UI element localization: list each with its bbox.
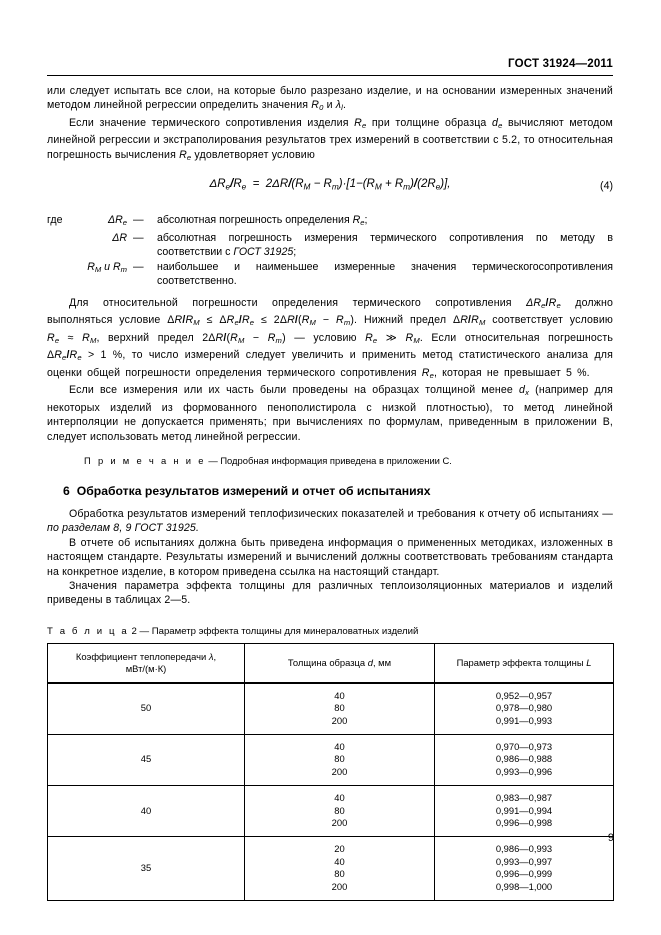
thickness-value: 200 [331, 714, 348, 726]
cell-thickness-list [245, 786, 435, 837]
cell-thickness-list [245, 735, 435, 786]
cell-thickness-list [245, 837, 435, 901]
table-row [48, 683, 614, 735]
cell-coefficient: 45 [48, 735, 245, 786]
thickness-value: 40 [334, 689, 345, 701]
table-body [48, 683, 614, 901]
page-number: 9 [607, 832, 614, 844]
paragraph-section6-processing [47, 507, 613, 536]
note-text: Подробная информация приведена в приложении С. [220, 454, 452, 466]
parameter-value: 0,952—0,957 [495, 689, 553, 701]
parameter-value: 0,996—0,999 [495, 868, 553, 880]
definition-dash: — [133, 214, 144, 227]
cell-parameter-list [435, 786, 614, 837]
parameter-value: 0,998—1,000 [495, 880, 553, 892]
header-col1-symbol: λ [208, 650, 214, 662]
formula-definitions-list [47, 213, 613, 288]
formula-number: (4) [600, 180, 613, 193]
header-col2-symbol: d [367, 656, 373, 668]
cell-thickness-list [245, 683, 435, 735]
cell-parameter-list [435, 683, 614, 735]
parameter-value: 0,983—0,987 [495, 792, 553, 804]
cell-coefficient: 35 [48, 837, 245, 901]
table-header-cell-coefficient: Коэффициент теплопередачи λ, мВт/(м·К) [48, 643, 245, 683]
page-header-standard-number: ГОСТ 31924—2011 [508, 58, 613, 70]
parameter-value: 0,993—0,996 [495, 765, 553, 777]
section6-para1-lead: Обработка результатов измерений теплофизических показателей и требования к отчету об испытаниях — [69, 507, 613, 520]
table-header [48, 643, 614, 683]
header-col2-unit: , мм [372, 656, 392, 668]
definition-text: наибольшее и наименьшее измеренные значения термическогосопротивления соответственно. [157, 260, 613, 288]
section-title: Обработка результатов измерений и отчет об испытаниях [76, 483, 431, 498]
parameter-value: 0,986—0,988 [495, 753, 553, 765]
thickness-value: 80 [334, 753, 345, 765]
header-col3-text: Параметр эффекта толщины [456, 656, 584, 668]
thickness-value: 80 [334, 702, 345, 714]
header-divider-rule [47, 75, 613, 76]
note-dash: — [208, 454, 218, 466]
definition-item-rm-rm [47, 260, 613, 289]
page-content [47, 84, 613, 901]
table-caption-dash: — [139, 625, 150, 637]
section-number: 6 [63, 483, 70, 498]
paragraph-section6-tables-ref: Значения параметра эффекта толщины для различных теплоизоляционных материалов и изделий приведены в таблицах 2—5. [47, 580, 613, 607]
definition-dash: — [133, 231, 144, 244]
parameter-value: 0,993—0,997 [495, 855, 553, 867]
definition-term: где $\Delta R_e$ [47, 214, 127, 228]
table-row [48, 837, 614, 901]
paragraph-section6-report: В отчете об испытаниях должна быть приведена информация о примененных методиках, изложенных в настоящем стандарте. Результаты измерений и вычислений должны соответствовать требованиям стандарта на конкретное изделие, в котором приведена ссылка на настоящий стандарт. [47, 536, 613, 578]
definition-item-delta-r [47, 231, 613, 260]
cell-parameter-list [435, 735, 614, 786]
thickness-value: 80 [334, 868, 345, 880]
parameter-value: 0,978—0,980 [495, 702, 553, 714]
paragraph-relative-error-conditions: Для относительной погрешности определения термического сопротивления $\Delta R_e/R_e$ должно выполняться условие $\Delta R/R_M \le \Delta R_e/R_e \le 2\Delta R/(R_M - R_m)$. Нижний предел $\Delta R/R_M$ соответствует условию $R_e \approx R_M$, верхний предел $2\Delta R/(R_M - R_m)$ — условию $R_e$ ≫ $R_M$. Если относительная погрешность $\Delta R_e/R_e > 1$ %, то число измерений следует увеличить и применить метод статистического анализа для оценки общей погрешности определения термического сопротивления $R_e$, которая не превышает 5 %. [47, 296, 614, 380]
definition-text: абсолютная погрешность определения $R_e$; [157, 214, 368, 228]
formula-block-4 [47, 178, 613, 200]
header-col1-text: Коэффициент теплопередачи [75, 650, 207, 662]
thickness-value: 40 [334, 855, 345, 867]
header-col2-text: Толщина образца [287, 656, 366, 668]
table-header-cell-parameter [435, 643, 614, 683]
note-appendix-c [47, 454, 613, 467]
parameter-value: 0,970—0,973 [495, 741, 553, 753]
thickness-value: 200 [331, 880, 348, 892]
table-header-row [48, 643, 614, 683]
parameter-value: 0,986—0,993 [495, 843, 553, 855]
definition-term: ΔR [112, 231, 127, 244]
cell-parameter-list [435, 837, 614, 901]
paragraph-linear-regression-note: Если все измерения или их часть были проведены на образцах толщиной менее $d_x$ (например для некоторых изделий из формованного пенополистирола с низкой плотностью), то метод линейной интерполяции не допускается применять; при вычислениях по формулам, приведенным в приложении В, следует использовать метод линейной регрессии. [47, 384, 614, 443]
table-header-cell-thickness [245, 643, 435, 683]
section-heading-6 [47, 484, 613, 498]
section6-para1-reference: по разделам 8, 9 ГОСТ 31925. [47, 522, 200, 535]
cell-coefficient: 40 [48, 786, 245, 837]
paragraph-continuation: или следует испытать все слои, на которые было разрезано изделие, и на основании измеренных значений методом линейной регрессии определить значения $R_0$ и $\lambda_l$. [47, 85, 613, 113]
thickness-value: 20 [334, 843, 345, 855]
table-caption-text: Параметр эффекта толщины для минераловатных изделий [151, 625, 419, 637]
table-row [48, 735, 614, 786]
definition-item-delta-re [47, 213, 613, 231]
formula-expression: $\Delta R_e/R_e = 2\Delta R/(R_M - R_m)\cdot[1-(R_M + R_m)/(2R_e)]$, [209, 178, 451, 192]
header-col3-symbol: L [586, 656, 592, 668]
parameter-value: 0,996—0,998 [495, 817, 553, 829]
note-label: П р и м е ч а н и е [84, 454, 206, 466]
definition-term: $R_M$ и $R_m$ [87, 260, 127, 274]
table-caption [47, 626, 613, 637]
table-thickness-effect-parameter [47, 643, 614, 901]
thickness-value: 200 [331, 817, 348, 829]
cell-coefficient: 50 [48, 683, 245, 735]
thickness-value: 40 [334, 792, 345, 804]
thickness-value: 200 [331, 765, 348, 777]
parameter-value: 0,991—0,994 [495, 804, 553, 816]
table-caption-label: Т а б л и ц а [47, 625, 129, 637]
thickness-value: 40 [334, 741, 345, 753]
definition-dash: — [133, 260, 144, 273]
parameter-value: 0,991—0,993 [495, 714, 553, 726]
header-col1-units: мВт/(м·К) [125, 662, 167, 674]
thickness-value: 80 [334, 804, 345, 816]
table-row [48, 786, 614, 837]
table-caption-number: 2 [131, 625, 137, 637]
definition-text: абсолютная погрешность измерения термического сопротивления по методу в соответствии с ГОСТ 31925; [157, 231, 613, 259]
paragraph-thermal-resistance-method: Если значение термического сопротивления изделия $R_e$ при толщине образца $d_e$ вычисляют методом линейной регрессии и экстраполирования результатов трех измерений в соответствии с 5.2, то относительная погрешность вычисления $R_e$ удовлетворяет условию [47, 116, 613, 162]
